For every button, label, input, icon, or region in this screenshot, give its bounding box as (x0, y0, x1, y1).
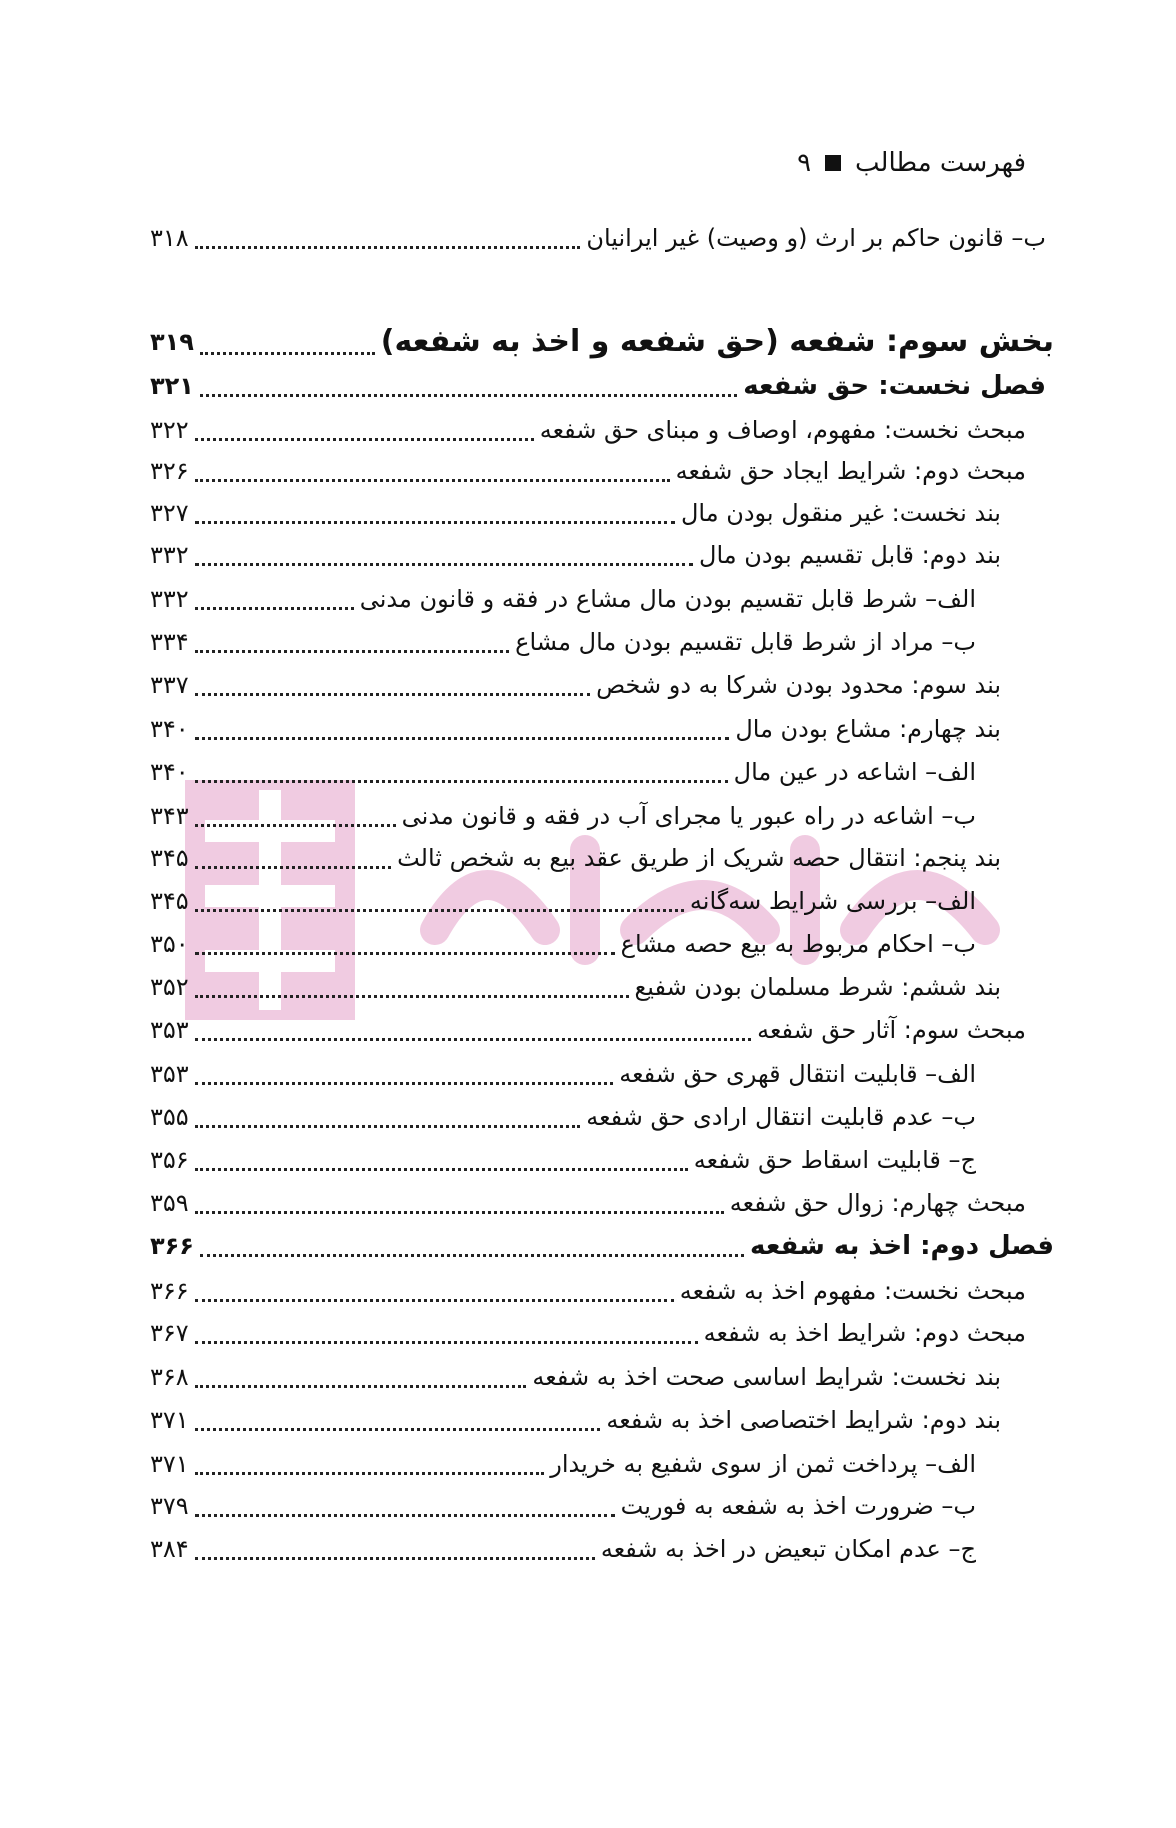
header-title: فهرست مطالب (855, 148, 1026, 178)
toc-entry: ب– قانون حاکم بر ارث (و وصیت) غیر ایرانیان ۳۱۸ (150, 224, 1046, 252)
toc-entry-part: بخش سوم: شفعه (حق شفعه و اخذ به شفعه) ۳۱۹ (150, 324, 1054, 359)
toc-entry: بند دوم: قابل تقسیم بودن مال ۳۳۲ (150, 541, 1001, 569)
toc-entry: مبحث دوم: شرایط ایجاد حق شفعه ۳۲۶ (150, 457, 1026, 485)
toc-entry: ب– مراد از شرط قابل تقسیم بودن مال مشاع ۳۳۴ (150, 628, 976, 656)
toc-entry: بند ششم: شرط مسلمان بودن شفیع ۳۵۲ (150, 973, 1001, 1001)
toc-entry: مبحث نخست: مفهوم، اوصاف و مبنای حق شفعه ۳۲۲ (150, 416, 1026, 444)
toc-entry: ب– اشاعه در راه عبور یا مجرای آب در فقه و قانون مدنی ۳۴۳ (150, 802, 976, 830)
toc-entry: بند چهارم: مشاع بودن مال ۳۴۰ (150, 715, 1001, 743)
toc-entry: ب– ضرورت اخذ به شفعه به فوریت ۳۷۹ (150, 1492, 976, 1520)
toc-entry: بند نخست: غیر منقول بودن مال ۳۲۷ (150, 499, 1001, 527)
toc-entry: مبحث نخست: مفهوم اخذ به شفعه ۳۶۶ (150, 1277, 1026, 1305)
toc-entry: الف– اشاعه در عین مال ۳۴۰ (150, 758, 976, 786)
toc-entry: مبحث سوم: آثار حق شفعه ۳۵۳ (150, 1016, 1026, 1044)
toc-entry: الف– شرط قابل تقسیم بودن مال مشاع در فقه و قانون مدنی ۳۳۲ (150, 585, 976, 613)
header-page-number: ۹ (797, 148, 812, 178)
toc-entry-chapter: فصل نخست: حق شفعه ۳۲۱ (150, 371, 1046, 401)
toc-entry: ج– عدم امکان تبعیض در اخذ به شفعه ۳۸۴ (150, 1535, 976, 1563)
toc-entry: بند پنجم: انتقال حصه شریک از طریق عقد بیع به شخص ثالث ۳۴۵ (150, 844, 1001, 872)
toc-entry: بند دوم: شرایط اختصاصی اخذ به شفعه ۳۷۱ (150, 1406, 1001, 1434)
toc-entry: الف– قابلیت انتقال قهری حق شفعه ۳۵۳ (150, 1060, 976, 1088)
toc-entry: ب– عدم قابلیت انتقال ارادی حق شفعه ۳۵۵ (150, 1103, 976, 1131)
toc-entry: مبحث دوم: شرایط اخذ به شفعه ۳۶۷ (150, 1319, 1026, 1347)
toc-entry: بند سوم: محدود بودن شرکا به دو شخص ۳۳۷ (150, 671, 1001, 699)
toc-entry: ج– قابلیت اسقاط حق شفعه ۳۵۶ (150, 1146, 976, 1174)
toc-entry: الف– پرداخت ثمن از سوی شفیع به خریدار ۳۷۱ (150, 1450, 976, 1478)
toc-entry: الف– بررسی شرایط سه‌گانه ۳۴۵ (150, 887, 976, 915)
toc-entry: مبحث چهارم: زوال حق شفعه ۳۵۹ (150, 1189, 1026, 1217)
toc-entry-chapter: فصل دوم: اخذ به شفعه ۳۶۶ (150, 1231, 1054, 1261)
toc-entry: بند نخست: شرایط اساسی صحت اخذ به شفعه ۳۶۸ (150, 1363, 1001, 1391)
toc-entry: ب– احکام مربوط به بیع حصه مشاع ۳۵۰ (150, 930, 976, 958)
